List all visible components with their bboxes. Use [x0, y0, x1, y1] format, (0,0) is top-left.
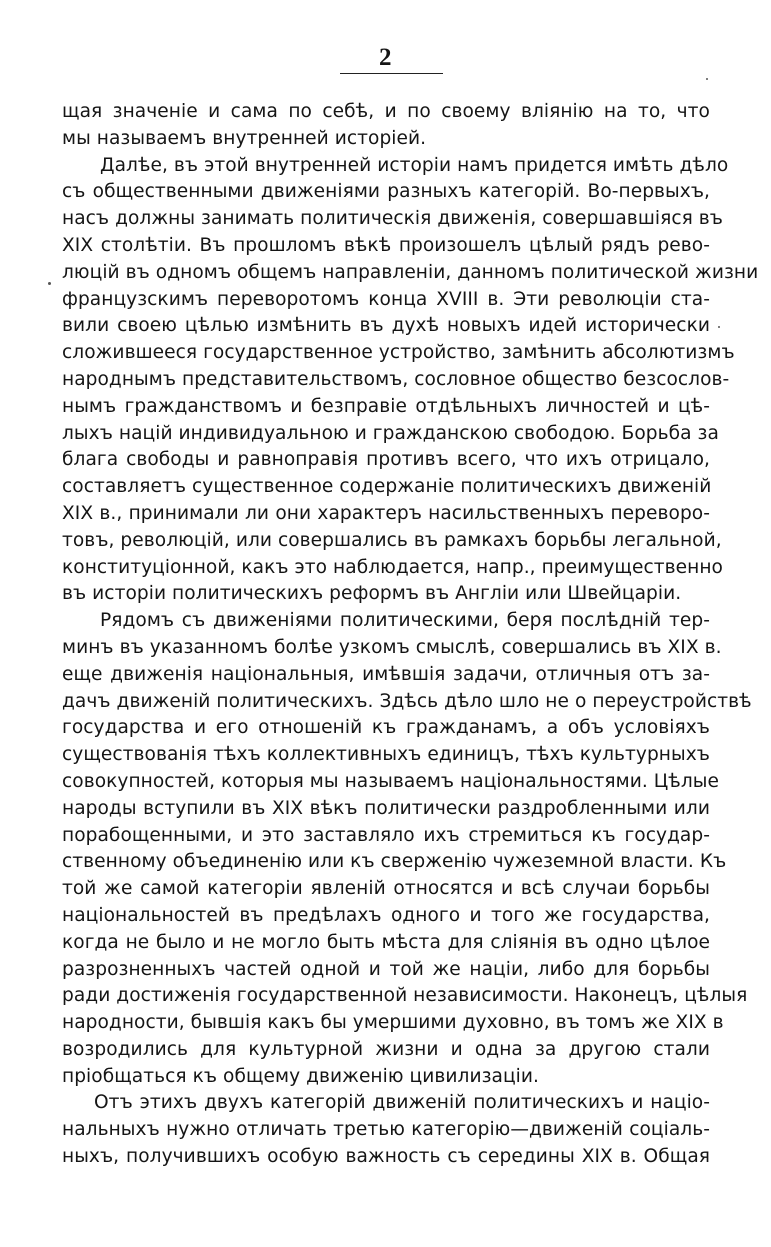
text-line: когда не было и не могло быть мѣста для слiянія въ одно цѣлое [62, 931, 710, 953]
text-line: ныхъ, получившихъ особую важность съ середины XIX в. Общая [62, 1146, 710, 1168]
text-line: національностей въ предѣлахъ одного и того же государства, [62, 904, 710, 926]
text-line: сложившееся государственное устройство, замѣнить абсолютизмъ [62, 342, 735, 364]
scan-speck [48, 282, 51, 285]
text-line: той же самой категоріи явленій относятся и всѣ случаи борьбы [62, 878, 710, 900]
text-line: XIX столѣтіи. Въ прошломъ вѣкѣ произошелъ цѣлый рядъ рево- [62, 234, 710, 256]
scan-speck [718, 326, 720, 328]
text-line: XIX в., принимали ли они характеръ насильственныхъ переворо- [62, 502, 710, 524]
text-line: нымъ гражданствомъ и безправіе отдѣльныхъ личностей и цѣ- [62, 395, 710, 417]
text-line: народности, бывшія какъ бы умершими духовно, въ томъ же XIX в [62, 1012, 724, 1034]
text-line: лыхъ націй индивидуальною и гражданскою свободою. Борьба за [62, 422, 719, 444]
text-line: разрозненныхъ частей одной и той же націи, либо для борьбы [62, 958, 710, 980]
text-line: существованія тѣхъ коллективныхъ единицъ, тѣхъ культурныхъ [62, 744, 710, 766]
text-line: Рядомъ съ движеніями политическими, беря послѣдній тер- [100, 610, 710, 632]
page-number-rule [340, 73, 443, 74]
text-line: вили своею цѣлью измѣнить въ духѣ новыхъ идей исторически [62, 315, 710, 337]
text-line: еще движенія національныя, имѣвшія задачи, отличныя отъ за- [62, 663, 710, 685]
text-line: Далѣе, въ этой внутренней исторіи намъ придется имѣть дѣло [100, 154, 729, 176]
text-line: люцій въ одномъ общемъ направленіи, данномъ политической жизни [62, 261, 759, 283]
text-line: французскимъ переворотомъ конца XVIII в. Эти революціи ста- [62, 288, 710, 310]
text-line: конституціонной, какъ это наблюдается, напр., преимущественно [62, 556, 723, 578]
text-line: щая значенiе и сама по себѣ, и по своему вліянію на то, что [62, 101, 710, 122]
text-line: дачъ движеній политическихъ. Здѣсь дѣло шло не о переустройствѣ [62, 690, 752, 712]
text-line: блага свободы и равноправія противъ всего, что ихъ отрицало, [62, 449, 710, 471]
text-line: ради достиженія государственной независимости. Наконецъ, цѣлыя [62, 985, 748, 1007]
text-line: народы вступили въ XIX вѣкъ политически раздробленными или [62, 797, 710, 819]
text-line: Отъ этихъ двухъ категорій движеній политическихъ и націо- [94, 1092, 710, 1114]
page-number: 2 [379, 44, 392, 71]
text-line: составляетъ существенное содержаніе политическихъ движеній [62, 476, 712, 498]
paragraph-2 [62, 153, 759, 609]
text-line: товъ, революцій, или совершались въ рамкахъ борьбы легальной, [62, 529, 722, 551]
paragraph-4 [62, 1090, 710, 1170]
text-line: съ общественными движеніями разныхъ категорій. Во-первыхъ, [62, 181, 710, 203]
paragraph-1 [62, 99, 710, 153]
scan-speck [706, 78, 708, 80]
text-line: минъ въ указанномъ болѣе узкомъ смыслѣ, совершались въ XIX в. [62, 636, 722, 658]
paragraph-3 [62, 608, 752, 1090]
text-line: порабощенными, и это заставляло ихъ стремиться къ государ- [62, 824, 710, 846]
text-line: въ исторіи политическихъ реформъ въ Англіи или Швейцаріи. [62, 583, 682, 605]
text-line: насъ должны занимать политическія движенія, совершавшiяся въ [62, 208, 723, 230]
text-line: государства и его отношеній къ гражданамъ, а объ условіяхъ [62, 717, 710, 739]
body-text [62, 99, 759, 1171]
text-line: народнымъ представительствомъ, сословное общество безсослов- [62, 368, 730, 390]
text-line: возродились для культурной жизни и одна за другою стали [62, 1038, 710, 1060]
text-line: ственному объединенію или къ сверженію чужеземной власти. Къ [62, 851, 727, 873]
text-line: пріобщаться къ общему движенію цивилизаціи. [62, 1065, 539, 1087]
text-line: совокупностей, которыя мы называемъ національностями. Цѣлые [62, 770, 719, 792]
text-line: нальныхъ нужно отличать третью категорію—движеній соціаль- [62, 1119, 710, 1141]
text-line: мы называемъ внутренней исторіей. [62, 127, 427, 149]
